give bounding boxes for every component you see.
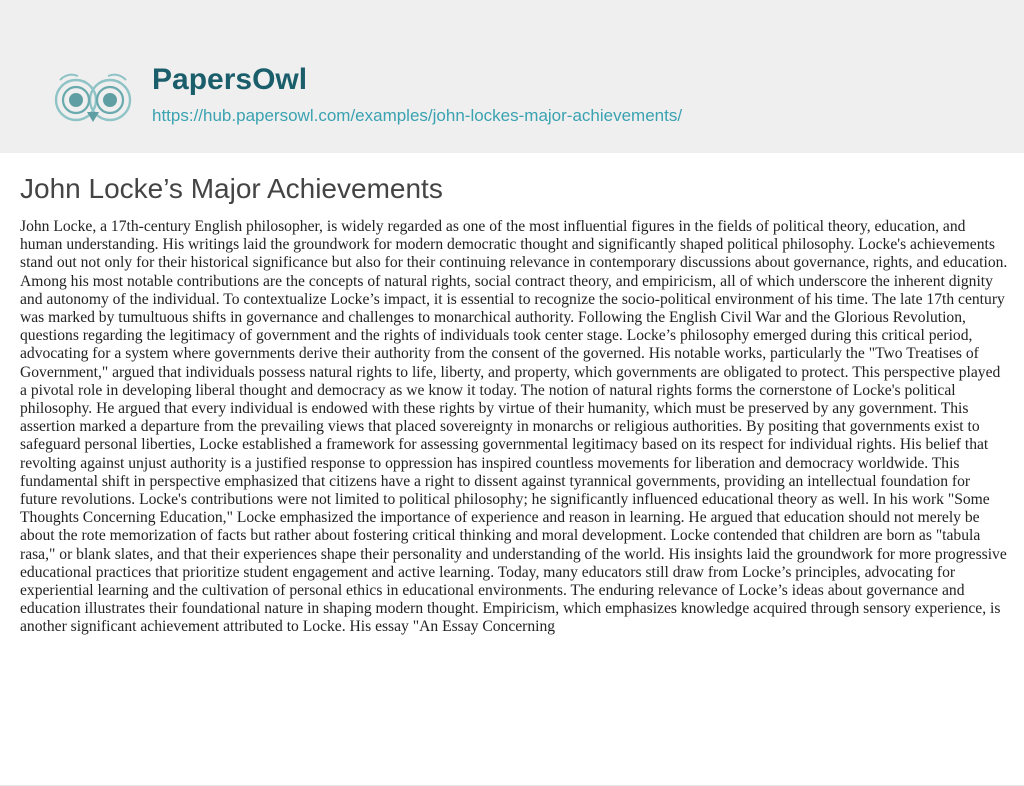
brand-name[interactable]: PapersOwl (152, 63, 308, 96)
owl-eyes-icon (48, 60, 138, 150)
source-url-link[interactable]: https://hub.papersowl.com/examples/john-lockes-major-achievements/ (152, 106, 683, 125)
document-title: John Locke’s Major Achievements (20, 173, 443, 204)
site-header (0, 0, 1024, 153)
document-body: John Locke, a 17th-century English philosopher, is widely regarded as one of the most influential figures in the fields of political theory, education, and human understanding. His writings laid the groundwork for modern democratic thought and significantly shaped political philosophy. Locke's achievements stand out not only for their historical significance but also for their continuing relevance in contemporary discussions about governance, rights, and education. Among his most notable contributions are the concepts of natural rights, social contract theory, and empiricism, all of which underscore the inherent dignity and autonomy of the individual. To contextualize Locke’s impact, it is essential to recognize the socio-political environment of his time. The late 17th century was marked by tumultuous shifts in governance and challenges to monarchical authority. Following the English Civil War and the Glorious Revolution, questions regarding the legitimacy of government and the rights of individuals took center stage. Locke’s philosophy emerged during this critical period, advocating for a system where governments derive their authority from the consent of the governed. His notable works, particularly the "Two Treatises of Government," argued that individuals possess natural rights to life, liberty, and property, which governments are obligated to protect. This perspective played a pivotal role in developing liberal thought and democracy as we know it today. The notion of natural rights forms the cornerstone of Locke's political philosophy. He argued that every individual is endowed with these rights by virtue of their humanity, which must be preserved by any government. This assertion marked a departure from the prevailing views that placed sovereignty in monarchs or religious authorities. By positing that governments exist to safeguard personal liberties, Locke established a framework for assessing governmental legitimacy based on its respect for individual rights. His belief that revolting against unjust authority is a justified response to oppression has inspired countless movements for liberation and democracy worldwide. This fundamental shift in perspective emphasized that citizens have a right to dissent against tyrannical governments, providing an intellectual foundation for future revolutions. Locke's contributions were not limited to political philosophy; he significantly influenced educational theory as well. In his work "Some Thoughts Concerning Education," Locke emphasized the importance of experience and reason in learning. He argued that education should not merely be about the rote memorization of facts but rather about fostering critical thinking and moral development. Locke contended that children are born as "tabula rasa," or blank slates, and that their experiences shape their personality and understanding of the world. His insights laid the groundwork for more progressive educational practices that prioritize student engagement and active learning. Today, many educators still draw from Locke’s principles, advocating for experiential learning and the cultivation of personal ethics in educational environments. The enduring relevance of Locke’s ideas about governance and education illustrates their foundational nature in shaping modern thought. Empiricism, which emphasizes knowledge acquired through sensory experience, is another significant achievement attributed to Locke. His essay "An Essay Concerning (20, 218, 1008, 636)
